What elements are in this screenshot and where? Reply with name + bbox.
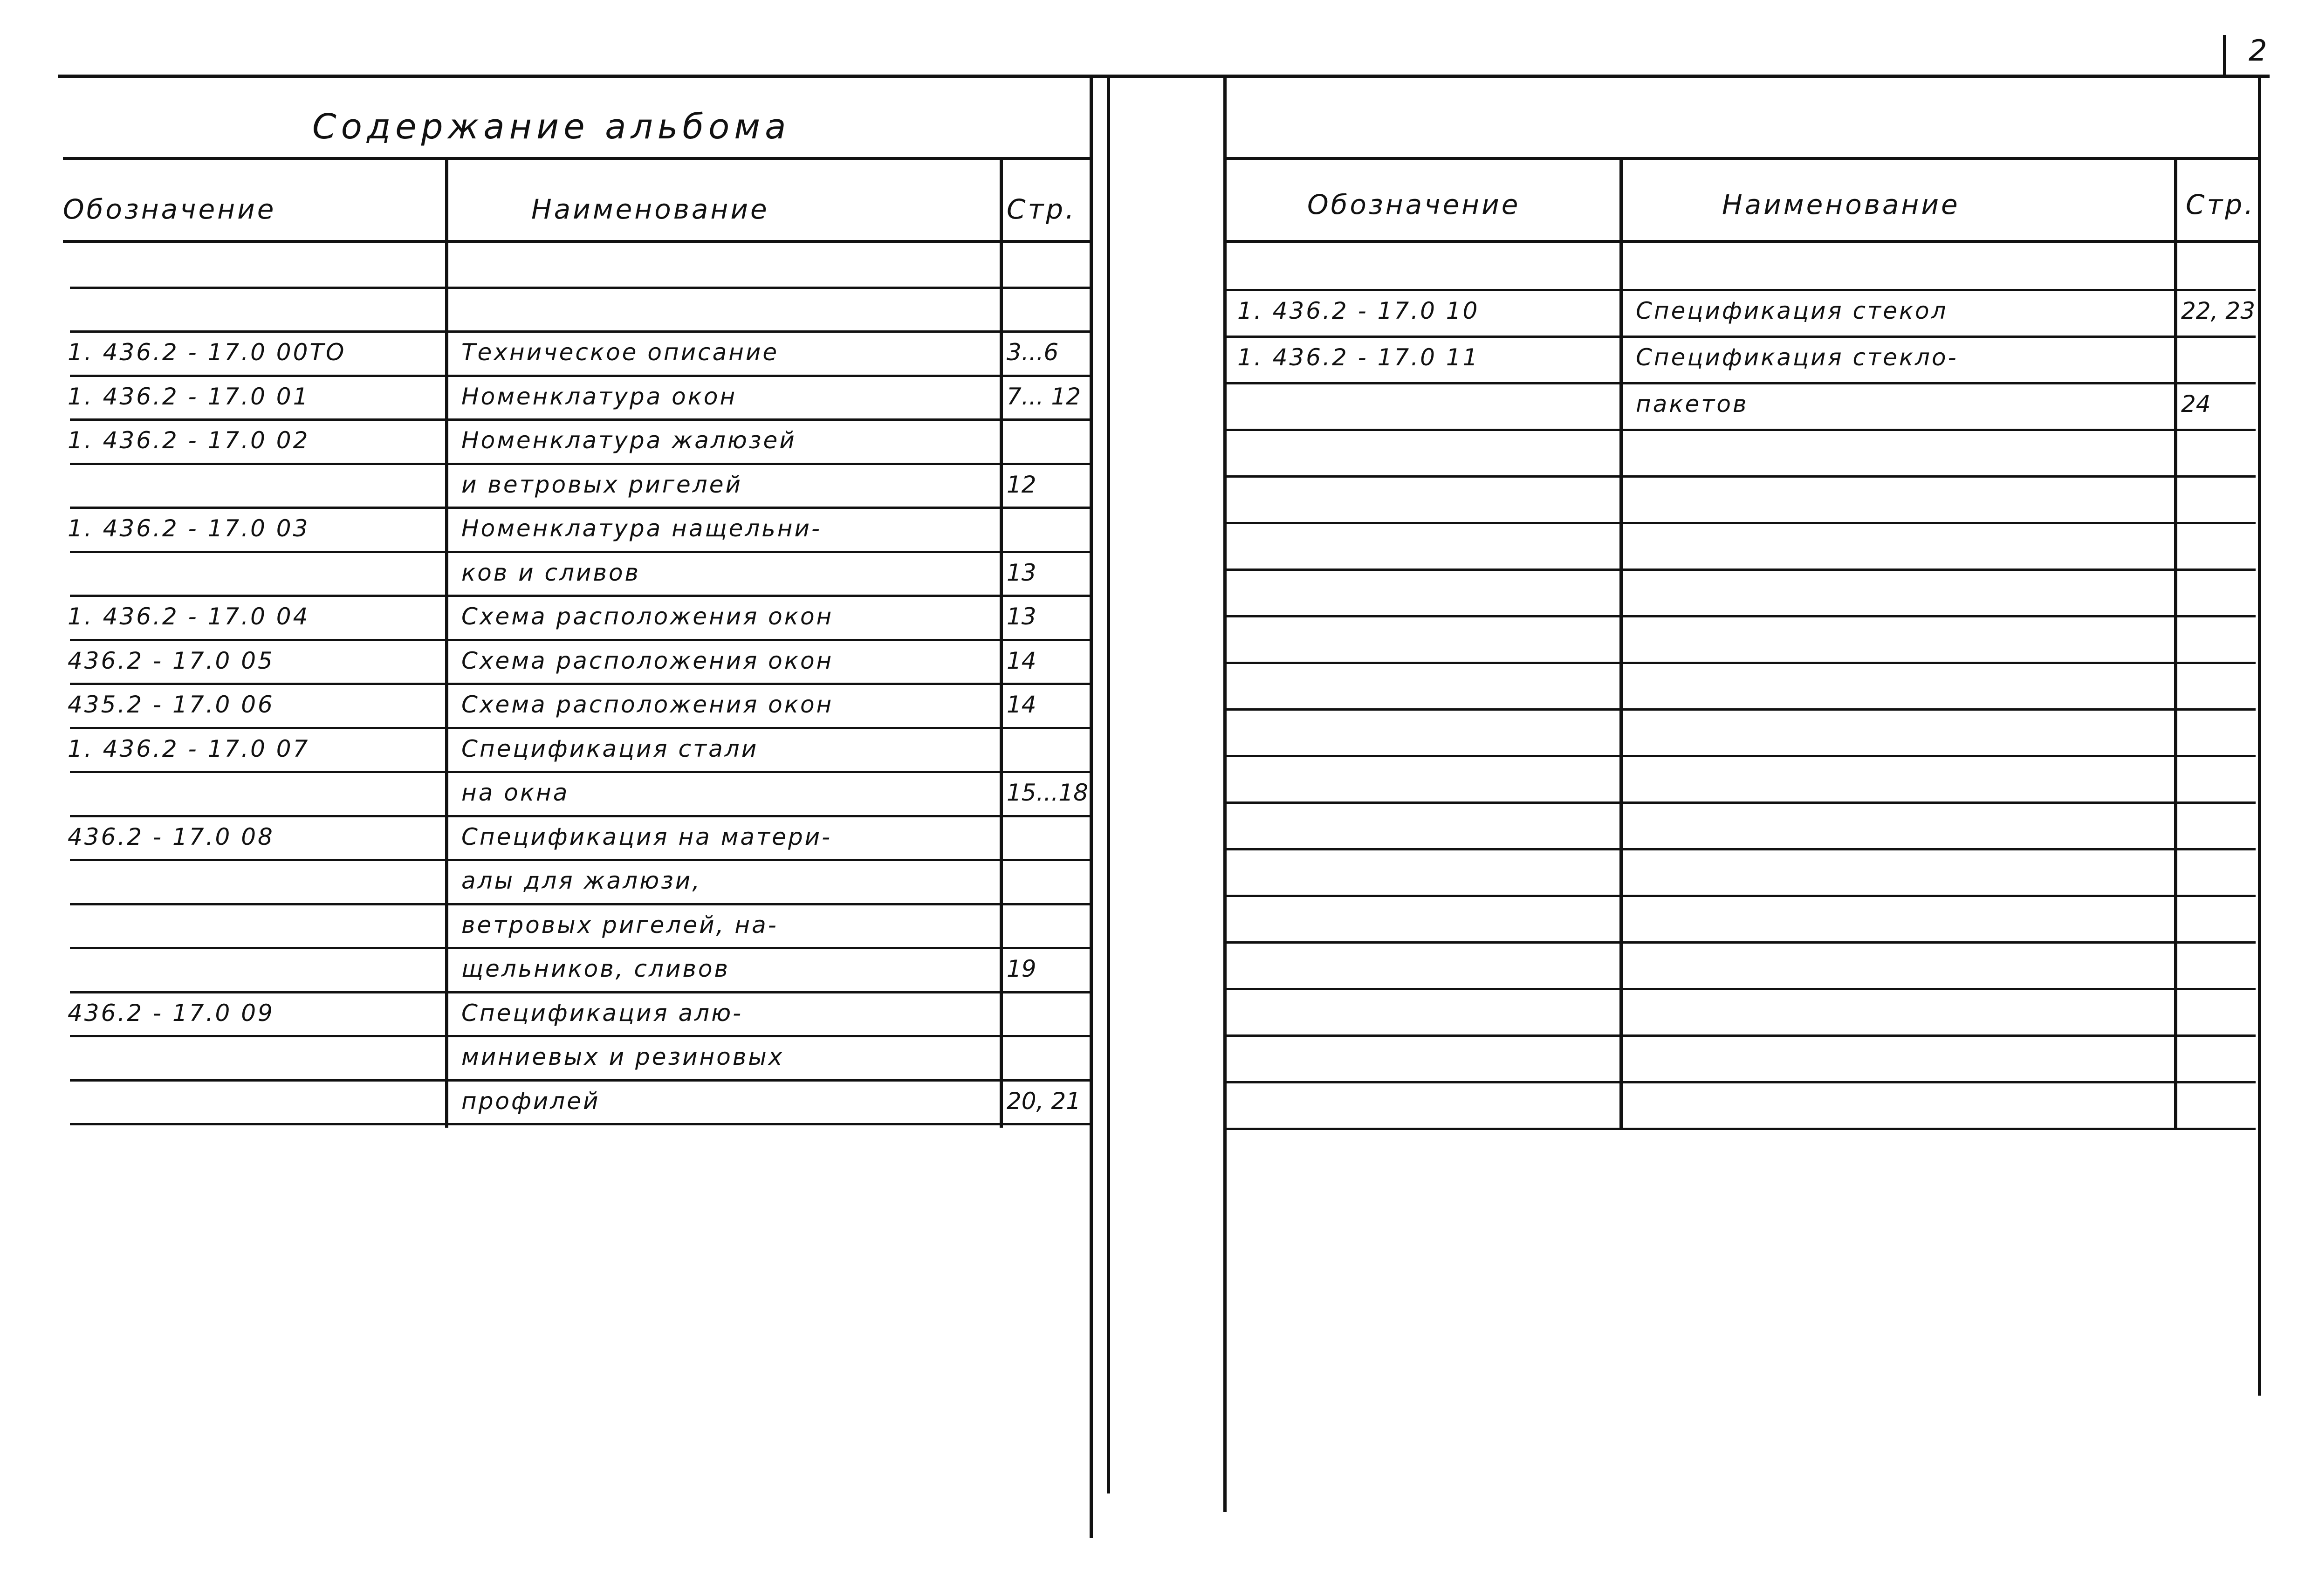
row-name: щельников, сливов — [461, 955, 730, 982]
row-page: 22, 23 — [2181, 297, 2256, 324]
row-designation: 436.2 - 17.0 08 — [68, 823, 274, 850]
left-header-page: Стр. — [1007, 193, 1077, 225]
row-rule — [1226, 988, 2256, 990]
right-header-name: Наименование — [1722, 189, 1960, 220]
row-rule — [1226, 1034, 2256, 1037]
row-rule — [70, 991, 1091, 993]
row-name: Номенклатура нащельни- — [461, 515, 822, 542]
row-page: 13 — [1007, 559, 1036, 586]
row-name: алы для жалюзи, — [461, 867, 702, 894]
right-title-rule — [1226, 157, 2260, 160]
row-designation: 436.2 - 17.0 09 — [68, 999, 274, 1027]
row-designation: 1. 436.2 - 17.0 02 — [68, 427, 310, 454]
gutter-line-2 — [1107, 77, 1110, 1493]
row-rule — [1226, 941, 2256, 944]
row-page: 7... 12 — [1007, 383, 1081, 410]
row-rule — [1226, 1081, 2256, 1083]
row-designation: 1. 436.2 - 17.0 01 — [68, 383, 310, 410]
row-rule — [70, 551, 1091, 553]
row-page: 3...6 — [1007, 339, 1059, 366]
row-rule — [1226, 289, 2256, 291]
row-name: Спецификация на матери- — [461, 823, 832, 850]
row-rule — [70, 330, 1091, 333]
row-rule — [1226, 336, 2256, 338]
row-name: Схема расположения окон — [461, 691, 834, 718]
row-rule — [70, 639, 1091, 641]
row-rule — [1226, 429, 2256, 431]
frame-top-line — [58, 75, 2270, 78]
row-designation: 1. 436.2 - 17.0 11 — [1237, 344, 1480, 371]
row-page: 19 — [1007, 955, 1036, 982]
right-col-divider-2 — [2174, 158, 2177, 1128]
row-name: миниевых и резиновых — [461, 1043, 784, 1070]
row-name: Схема расположения окон — [461, 647, 834, 674]
gutter-line-3 — [1223, 77, 1227, 1512]
row-rule — [70, 287, 1091, 289]
row-rule — [1226, 475, 2256, 478]
right-col-divider-1 — [1619, 158, 1623, 1128]
row-page: 13 — [1007, 603, 1036, 630]
row-page: 20, 21 — [1007, 1087, 1081, 1115]
row-rule — [70, 1079, 1091, 1082]
row-designation: 1. 436.2 - 17.0 07 — [68, 735, 310, 762]
row-name: пакетов — [1636, 390, 1749, 418]
row-name: Спецификация стали — [461, 735, 759, 762]
sheet-number-box-left — [2223, 35, 2226, 77]
row-rule — [70, 418, 1091, 421]
frame-right-line — [2258, 77, 2261, 1396]
row-page: 24 — [2181, 390, 2211, 418]
row-designation: 435.2 - 17.0 06 — [68, 691, 274, 718]
row-rule — [1226, 1128, 2256, 1130]
left-header-designation: Обозначение — [63, 193, 276, 225]
row-rule — [1226, 662, 2256, 664]
row-rule — [70, 771, 1091, 773]
row-page: 12 — [1007, 471, 1036, 498]
right-header-page: Стр. — [2186, 189, 2256, 220]
row-name: Номенклатура окон — [461, 383, 737, 410]
row-rule — [70, 903, 1091, 905]
row-rule — [1226, 382, 2256, 384]
row-designation: 1. 436.2 - 17.0 10 — [1237, 297, 1480, 324]
left-title-rule — [63, 157, 1091, 160]
sheet-number: 2 — [2249, 34, 2267, 68]
row-page: 15...18 — [1007, 779, 1088, 806]
right-header-rule — [1226, 240, 2260, 243]
row-rule — [70, 727, 1091, 729]
row-rule — [1226, 895, 2256, 897]
row-rule — [70, 507, 1091, 509]
row-designation: 1. 436.2 - 17.0 00ТО — [68, 339, 346, 366]
row-rule — [1226, 569, 2256, 571]
row-name: ветровых ригелей, на- — [461, 911, 778, 938]
row-designation: 1. 436.2 - 17.0 03 — [68, 515, 310, 542]
row-designation: 436.2 - 17.0 05 — [68, 647, 274, 674]
row-page: 14 — [1007, 647, 1036, 674]
row-rule — [1226, 615, 2256, 617]
row-rule — [70, 947, 1091, 949]
row-rule — [1226, 848, 2256, 850]
left-col-divider-2 — [1000, 158, 1003, 1128]
row-page: 14 — [1007, 691, 1036, 718]
row-rule — [70, 375, 1091, 377]
row-rule — [1226, 755, 2256, 757]
row-name: Техническое описание — [461, 339, 779, 366]
row-name: ков и сливов — [461, 559, 641, 586]
row-name: и ветровых ригелей — [461, 471, 742, 498]
left-col-divider-1 — [445, 158, 448, 1128]
row-rule — [70, 595, 1091, 597]
row-rule — [70, 463, 1091, 465]
row-rule — [1226, 708, 2256, 711]
album-contents-title: Содержание альбома — [312, 107, 791, 147]
row-name: Номенклатура жалюзей — [461, 427, 796, 454]
row-name: Спецификация алю- — [461, 999, 743, 1027]
row-name: на окна — [461, 779, 569, 806]
left-header-rule — [63, 240, 1091, 243]
row-name: Схема расположения окон — [461, 603, 834, 630]
left-header-name: Наименование — [531, 193, 769, 225]
gutter-line-1 — [1090, 77, 1093, 1538]
row-rule — [70, 1123, 1091, 1125]
row-rule — [70, 859, 1091, 861]
row-name: Спецификация стекол — [1636, 297, 1948, 324]
row-rule — [1226, 801, 2256, 804]
row-rule — [70, 1035, 1091, 1037]
row-name: профилей — [461, 1087, 600, 1115]
right-header-designation: Обозначение — [1307, 189, 1521, 220]
row-rule — [1226, 522, 2256, 524]
row-rule — [70, 683, 1091, 685]
row-designation: 1. 436.2 - 17.0 04 — [68, 603, 310, 630]
row-name: Спецификация стекло- — [1636, 344, 1958, 371]
row-rule — [70, 815, 1091, 817]
